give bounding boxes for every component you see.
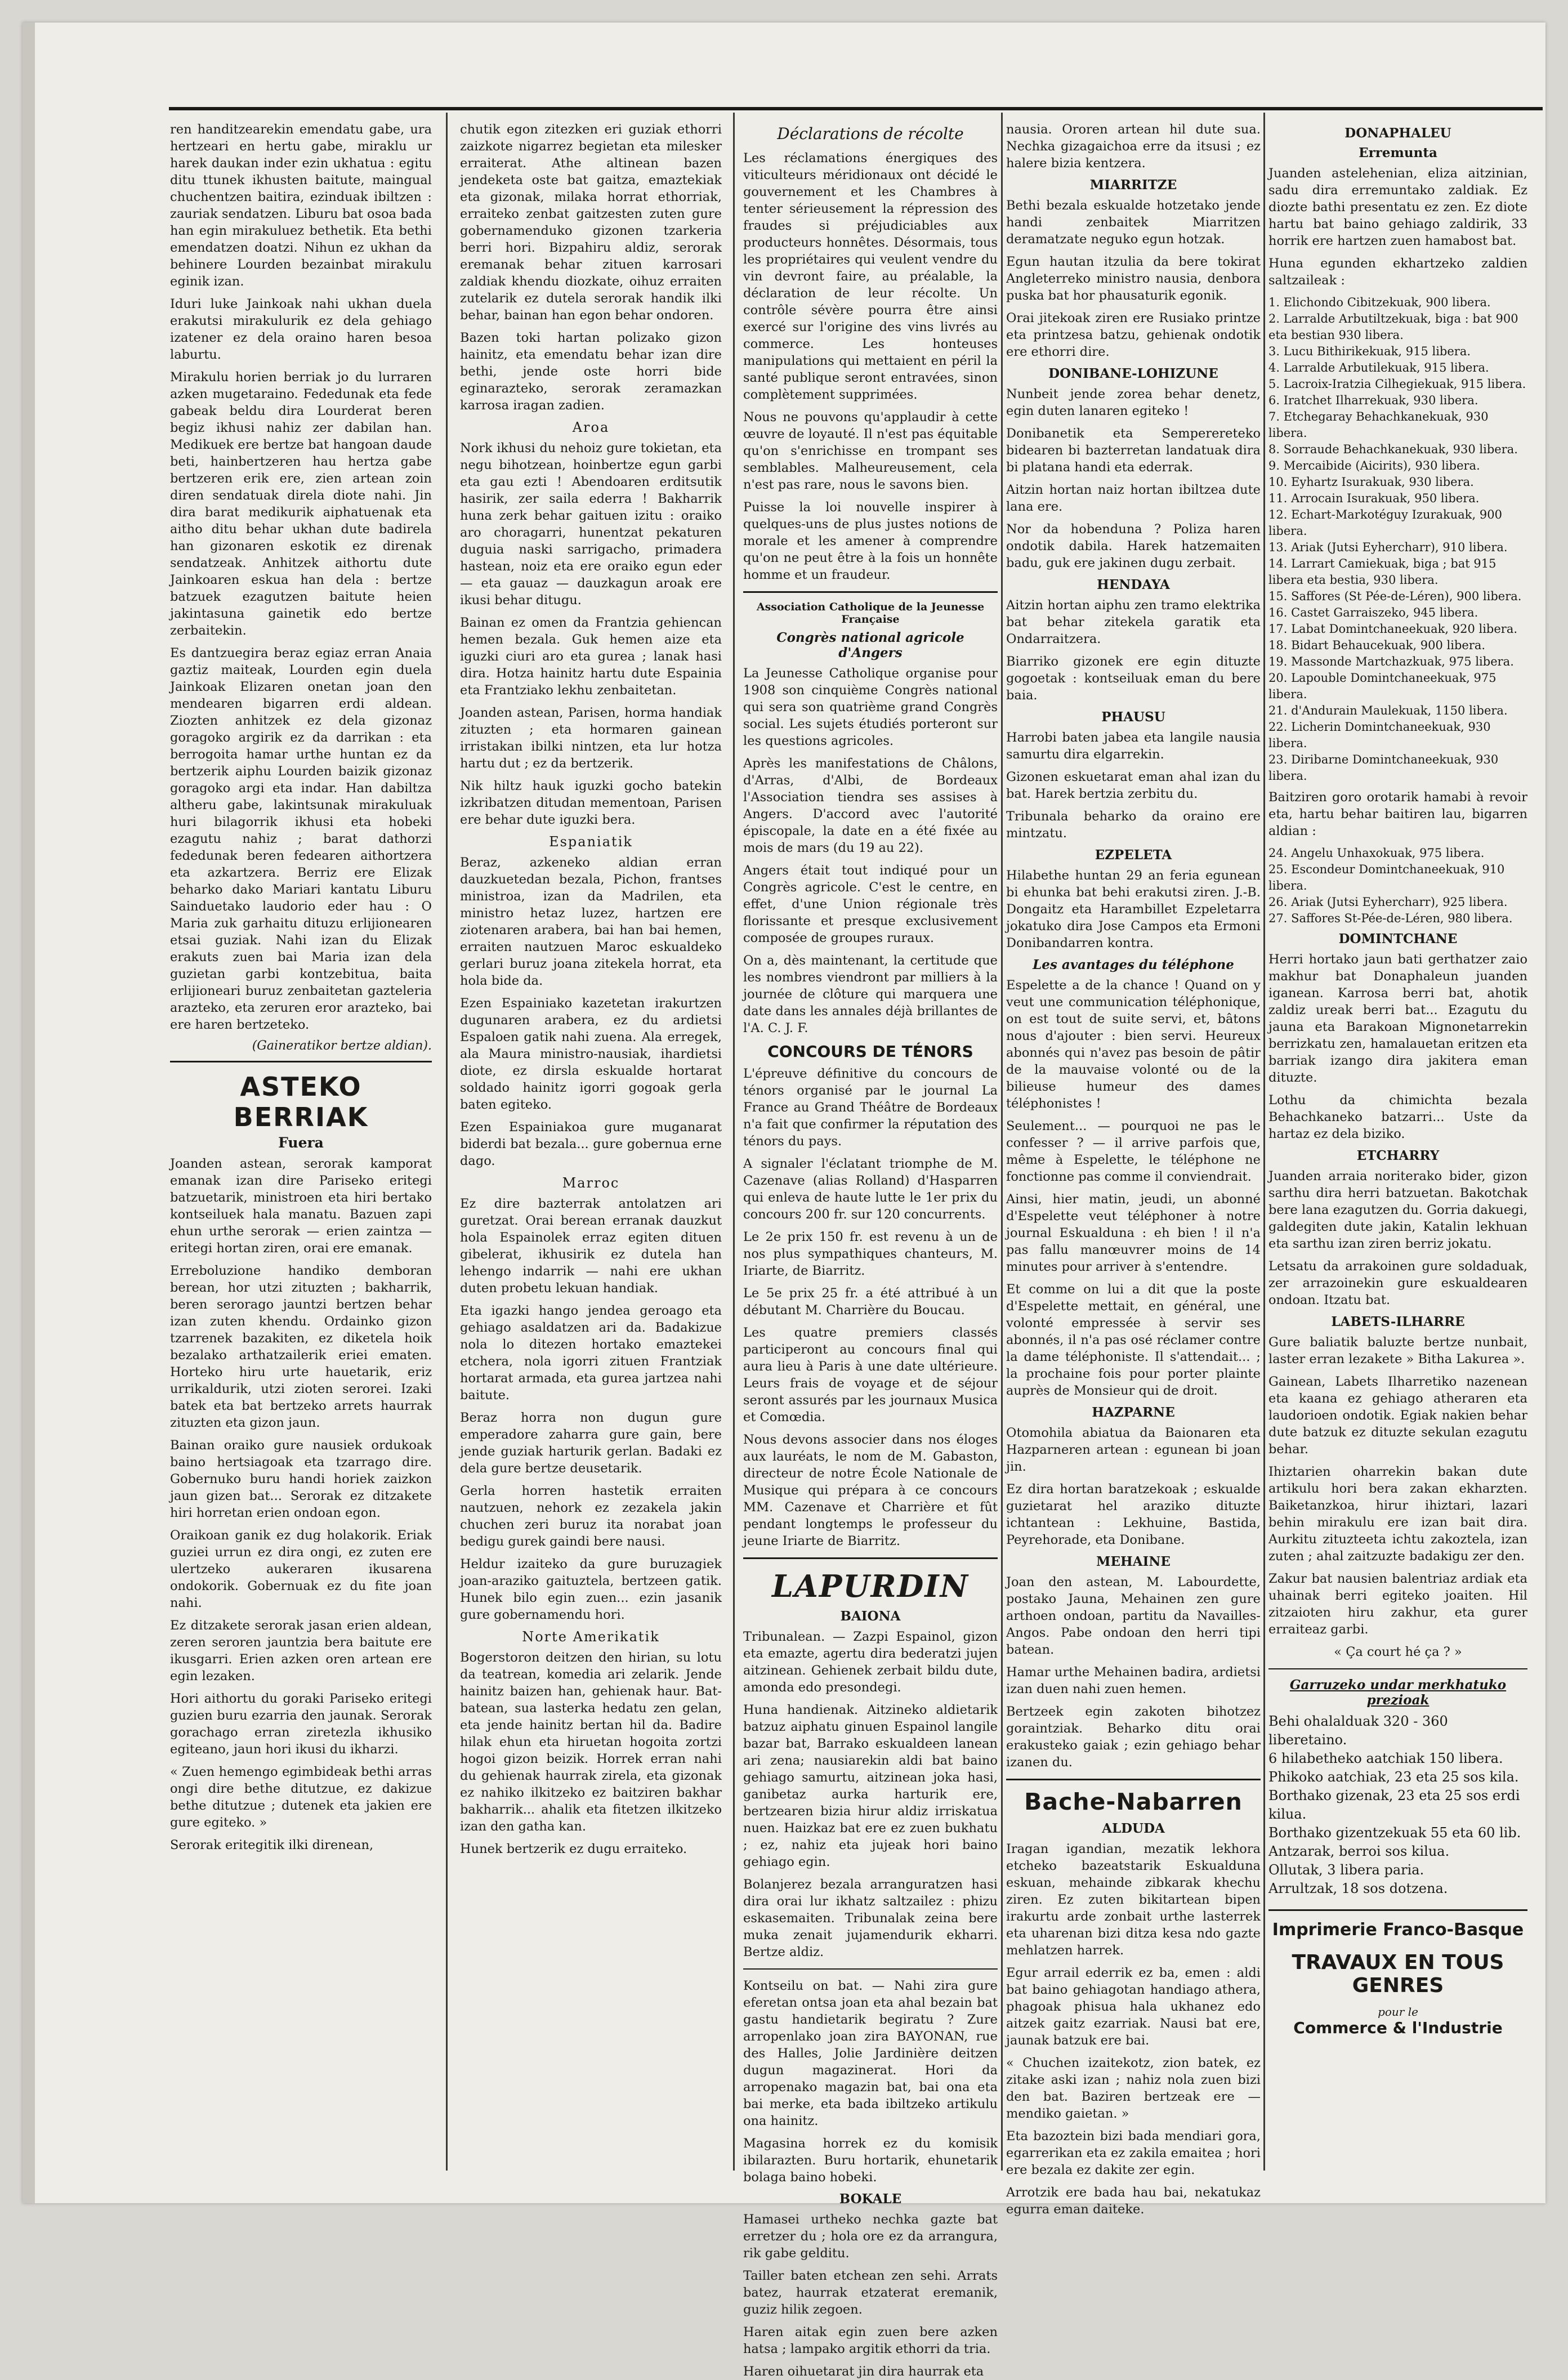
list-item: 8. Sorraude Behachkanekuak, 930 libera. [1268, 443, 1518, 456]
paragraph: Après les manifestations de Châlons, d'Arras, d'Albi, de Bordeaux l'Association tiendra ses assises à Angers. D'accord avec l'autorité épiscopale, la date en a été fixée au mois de mars (du 19 au 22). [743, 756, 998, 855]
town-heading: PHAUSU [1101, 709, 1165, 725]
paragraph: Bainan ez omen da Frantzia gehiencan hemen bezala. Guk hemen aize eta iguzki ciuri aro eta gurea ; lanak hasi dira. Hotza hainitz hartu dute Espainia eta Frantziako lekhu zenbaitetan. [460, 615, 722, 698]
paragraph: Joanden astean, Parisen, horma handiak zituzten ; eta hormaren gainean irristakan ibilki nintzen, eta lur hotza hartu dut ; ez da bertzerik. [460, 705, 722, 771]
town-heading: MIARRITZE [1089, 177, 1177, 193]
column-3 [743, 121, 998, 2379]
paragraph: Hamar urthe Mehainen badira, ardietsi izan duen nahi zuen hemen. [1006, 1665, 1261, 1696]
subsection-title: Erremunta [1359, 145, 1437, 160]
subsection-title: Aroa [572, 419, 610, 435]
market-title: Garruzeko undar merkhatuko prezioak [1289, 1677, 1507, 1708]
paragraph: Ez dire bazterrak antolatzen ari guretzat. Orai berean erranak dauzkut hola Espainolek erraz egiten dituen gibelerat, ikhusirik ez dutela han lehengo indarrik — nahi ere ukhan duten probetu lekuan handiak. [460, 1196, 722, 1296]
list-item: 1. Elichondo Cibitzekuak, 900 libera. [1268, 296, 1491, 309]
paragraph: Ainsi, hier matin, jeudi, un abonné d'Espelette veut téléphoner à notre journal Eskualduna : eh bien ! il n'a pas fallu manœuvrer moins de 14 minutes pour arriver à s'entendre. [1006, 1192, 1261, 1274]
list-item: 17. Labat Domintchaneekuak, 920 libera. [1268, 622, 1518, 636]
paragraph: Ezen Espainiakoa gure muganarat biderdi bat bezala... gure gobernua erne dago. [460, 1120, 722, 1168]
paragraph: Hilabethe huntan 29 an feria egunean bi ehunka bat behi erakutsi ziren. J.-B. Dongaitz eta Harambillet Ezpeletarra jokatuko dira Jose Campos eta Ermoni Donibandarren kontra. [1006, 868, 1261, 950]
section-title: Bache-Nabarren [1024, 1788, 1243, 1815]
paragraph: Gainean, Labets Ilharretiko nazenean eta kaana ez gehiago atheraren eta laudorioen ondotik. Egiak nakien behar dute batzuk ez dituzte sekulan ezagutu behar. [1268, 1374, 1527, 1457]
paragraph: Ez dira hortan baratzekoak ; eskualde guzietarat hel araziko dituzte ichtantean : Lekhuine, Bastida, Peyrehorade, eta Donibane. [1006, 1482, 1261, 1547]
list-item: 18. Bidart Behaucekuak, 900 libera. [1268, 638, 1486, 652]
paragraph: nausia. Ororen artean hil dute sua. Nechka gizagaichoa erre da itsusi ; ez halere bizia kentzera. [1006, 122, 1261, 171]
paragraph: Eta bazoztein bizi bada mendiari gora, egarrerikan eta ez zakila emaitea ; hori ere bezala ez dakite zer egin. [1006, 2129, 1261, 2177]
paragraph: Magasina horrek ez du komisik ibilarazten. Buru hortarik, ehunetarik bolaga baino hobeki. [743, 2136, 998, 2185]
paragraph: Baitziren goro orotarik hamabi à revoir eta, hartu behar baitiren lau, bigarren aldian : [1268, 790, 1527, 838]
paragraph: Letsatu da arrakoinen gure soldaduak, zer arrazoinekin gure eskualdearen ondoan. Itzatu bat. [1268, 1259, 1527, 1307]
paragraph: Bolanjerez bezala arranguratzen hasi dira orai lur ikhatz saltzailez : phizu eskasemaiten. Tribunalak zeina bere muka zenait jujamendurik ekharri. Bertze aldiz. [743, 1877, 998, 1959]
paragraph: Kontseilu on bat. — Nahi zira gure eferetan ontsa joan eta ahal bezain bat gastu handietarik begiratu ? Zure arropenlako joan zira BAYONAN, rue des Halles, Jolie Jardinière deitzen dugun magazinerat. Hori da arropenako magazin bat, bai ona eta bai merke, eta bada ibiltzeko artikulu ona hainitz. [743, 1979, 998, 2128]
list-item: 7. Etchegaray Behachkanekuak, 930 libera. [1268, 410, 1489, 440]
paragraph: Otomohila abiatua da Baionaren eta Hazparneren artean : egunean bi joan jin. [1006, 1426, 1261, 1474]
town-heading: EZPELETA [1095, 847, 1172, 863]
town-heading: DOMINTCHANE [1338, 931, 1458, 946]
list-item: 3. Lucu Bithirikekuak, 915 libera. [1268, 345, 1471, 358]
paragraph: Gizonen eskuetarat eman ahal izan du bat. Harek bertzia zerbitu du. [1006, 770, 1261, 801]
column-4 [1006, 121, 1261, 2217]
paragraph: Serorak eritegitik ilki direnean, [170, 1838, 374, 1852]
list-item: 11. Arrocain Isurakuak, 950 libera. [1268, 492, 1480, 505]
list-item: 4. Larralde Arbutilekuak, 915 libera. [1268, 361, 1489, 374]
paragraph: Herri hortako jaun bati gerthatzer zaio makhur bat Donaphaleun juanden iganean. Karrosa berri bat, ahotik zaldiz ureak berri bat... Ezagutu du jauna eta Barakoan Mignonetarrekin berrizkatu zen, hamalauetan eritzen eta barriak izango dira jakitera eman dituzte. [1268, 952, 1527, 1085]
list-item: Phikoko aatchiak, 23 eta 25 sos kila. [1268, 1769, 1519, 1785]
town-heading: HAZPARNE [1092, 1405, 1175, 1420]
paragraph: Heldur izaiteko da gure buruzagiek joan-araziko gaituztela, bertzeen gatik. Hunek bilo egin zuen... ezin jasanik gure gobernamendu hori. [460, 1557, 722, 1622]
paragraph: ren handitzearekin emendatu gabe, ura hertzeari en hertu gabe, miraklu ur harek daukan inder ezin ukhatua : egitu ditu ttunek ikhusten baitute, maingual chuchentzen baitira, ezinduak ibiltzen : zauriak sendatzen. Liburu bat osoa bada han egin mirakuluez bethetik. Eta bethi emendatzen doatzi. Nihun ez ukhan da behinere Lourden bezainbat mirakulu eginik izan. [170, 122, 432, 289]
paragraph: Joan den astean, M. Labourdette, postako Jauna, Mehainen zen gure arthoen ondoan, partitu da Navailles-Angos. Pabe ondoan den herri tipi batean. [1006, 1575, 1261, 1657]
column-rule [1263, 113, 1265, 2171]
paragraph: Le 5e prix 25 fr. a été attribué à un débutant M. Charrière du Boucau. [743, 1286, 998, 1318]
article-title: Association Catholique de la Jeunesse Française [756, 601, 985, 626]
paragraph: Hamasei urtheko nechka gazte bat erretzer du ; hola ore ez da arrangura, rik gabe gelditu. [743, 2212, 998, 2261]
list-item: 6. Iratchet Ilharrekuak, 930 libera. [1268, 394, 1478, 407]
paragraph: Erreboluzione handiko demboran berean, hor utzi zituzten ; bakharrik, beren serorago jauntzi bertzen behar izan zuten khendu. Ordainko gizon tzarrenek bazakiten, ez diketela hoik bezalako arthatzailerik eriei ematen. Horteko hiru urte hauetarik, eriz urrikaldurik, utzi zioten serorei. Izaki batek eta bat bertzeko arrets haurrak zituzten eta gizon jaun. [170, 1263, 432, 1430]
paragraph: Juanden arraia noriterako bider, gizon sarthu dira herri batzuetan. Bakotchak bere lana ezagutzen du. Gorria dakuegi, galdegiten dute jakin, Katalin lekhuan eta sarthu izan ziren berriz jokatu. [1268, 1169, 1527, 1251]
paragraph: Nous devons associer dans nos éloges aux lauréats, le nom de M. Gabaston, directeur de notre École Nationale de Musique qui prépara à ce concours MM. Cazenave et Charrière et fût pendant longtemps le professeur du jeune Iriarte de Biarritz. [743, 1432, 998, 1548]
paragraph: Huna egunden ekhartzeko zaldien saltzaileak : [1268, 256, 1527, 288]
column-5 [1268, 121, 1527, 2171]
list-item: Behi ohalalduak 320 - 360 liberetaino. [1268, 1713, 1448, 1748]
paragraph: Haren oihuetarat jin dira haurrak eta [743, 2364, 984, 2379]
paragraph: Les réclamations énergiques des viticulteurs méridionaux ont décidé le gouvernement et les Chambres à tenter sérieusement la répression des fraudes si préjudiciables aux producteurs honnêtes. Désormais, tous les propriétaires qui veulent vendre du vin devront faire, au préalable, la déclaration de leur récolte. Un contrôle sévère pourra être ainsi exercé sur l'origine des vins livrés au commerce. Les honteuses manipulations qui mettaient en péril la santé publique seront entravées, sinon complètement supprimées. [743, 151, 998, 402]
paragraph: Nik hiltz hauk iguzki gocho batekin izkribatzen ditudan mementoan, Parisen ere behar dute iguzki bera. [460, 779, 722, 827]
paragraph: Nous ne pouvons qu'applaudir à cette œuvre de loyauté. Il n'est pas équitable qu'on s'enrichisse en trompant ses semblables. Malheureusement, cela n'est pas rare, nous le savons bien. [743, 410, 998, 492]
paragraph: Haren aitak egin zuen bere azken hatsa ; lampako argitik ethorri da tria. [743, 2325, 998, 2356]
list-item: Borthako gizentzekuak 55 eta 60 lib. [1268, 1825, 1521, 1841]
advert-headline: TRAVAUX EN TOUS GENRES [1292, 1951, 1504, 1997]
list-item: Ollutak, 3 libera paria. [1268, 1862, 1424, 1878]
paragraph: Lothu da chimichta bezala Behachkaneko batzarri... Uste da hartaz ez dela biziko. [1268, 1093, 1527, 1141]
paragraph: Egun hautan itzulia da bere tokirat Angleterreko ministro nausia, denbora puska bat hor phausaturik egonik. [1006, 254, 1261, 303]
article-title: Les avantages du téléphone [1033, 957, 1234, 972]
column-rule [446, 113, 448, 2171]
subsection-title: Fuera [278, 1135, 324, 1151]
paragraph: Tribunala beharko da oraino ere mintzatu. [1006, 809, 1261, 841]
paragraph: Nunbeit jende zorea behar denetz, egin duten lanaren egiteko ! [1006, 387, 1261, 418]
subsection-title: Espaniatik [549, 834, 633, 850]
page-edge [23, 23, 35, 2203]
list-item: 25. Escondeur Domintchaneekuak, 910 libera. [1268, 863, 1505, 892]
list-item: 10. Eyhartz Isurakuak, 930 libera. [1268, 475, 1474, 489]
paragraph: Bainan oraiko gure nausiek ordukoak baino hertsiagoak eta tzarrago dire. Gobernuko buru handi horiek zaizkon jaun gizen bat... Serorak ez ditzakete hiri horretan erien ondoan egon. [170, 1438, 432, 1520]
section-title: LAPURDIN [772, 1568, 969, 1604]
paragraph: Ez ditzakete serorak jasan erien aldean, zeren seroren jauntzia bera baitute ere ikusgarri. Erien azken oren artean ere egin lezaken. [170, 1618, 432, 1684]
paragraph: Orai jitekoak ziren ere Rusiako printze eta printzesa batzu, gehienak ondotik ere ethorri dire. [1006, 311, 1261, 359]
paragraph: Hunek bertzerik ez dugu erraiteko. [460, 1842, 687, 1856]
paragraph: Ihiztarien oharrekin bakan dute artikulu hori bera zakan ekharzten. Baiketanzkoa, hirur ihiztari, lazari behin mirakulu ere izan bait dira. Aurkitu zituzteeta ichtu zakoztela, izan zuten ; ahal zaitzuzte badakigu zer den. [1268, 1464, 1527, 1564]
list-item: 16. Castet Garraiszeko, 945 libera. [1268, 606, 1478, 619]
article-title: Déclarations de récolte [777, 124, 964, 143]
town-heading: DONIBANE-LOHIZUNE [1048, 366, 1218, 381]
column-rule [1001, 113, 1003, 2171]
paragraph: « Zuen hemengo egimbideak bethi arras ongi dire bethe ditutzue, ez dakizue bethe ditutzue ; dutenek eta jakien ere gure egiteko. » [170, 1765, 432, 1830]
paragraph: Biarriko gizonek ere egin dituzte gogoetak : kontseiluak eman du bere baia. [1006, 654, 1261, 703]
paragraph: Aitzin hortan naiz hortan ibiltzea dute lana ere. [1006, 483, 1261, 514]
divider [170, 1061, 432, 1062]
paragraph: « Chuchen izaitekotz, zion batek, ez zitake aski izan ; nahiz nola zuen bizi den bat. Baziren bertzeak ere — mendiko gaietan. » [1006, 2056, 1261, 2121]
town-heading: DONAPHALEU [1344, 126, 1451, 141]
paragraph: Le 2e prix 150 fr. est revenu à un de nos plus sympathiques chanteurs, M. Iriarte, de Biarritz. [743, 1230, 998, 1278]
paragraph: Oraikoan ganik ez dug holakorik. Eriak guziei urrun ez dira ongi, ez zuten ere ulertzeko aukeraren ikusarena ondokorik. Gobernuak ez du fite joan nahi. [170, 1528, 432, 1610]
town-heading: HENDAYA [1097, 577, 1170, 592]
paragraph: Espelette a de la chance ! Quand on y veut une communication téléphonique, on est tout de suite servi, et, bâtons nous d'ajouter : bien servi. Heureux abonnés qui n'avez pas besoin de pâtir de la mauvaise volonté ou de la bilieuse humeur des dames téléphonistes ! [1006, 978, 1261, 1111]
list-item: 26. Ariak (Jutsi Eyhercharr), 925 libera. [1268, 895, 1508, 909]
paragraph: Beraz, azkeneko aldian erran dauzkuetedan bezala, Pichon, frantses ministroa, izan da Madrilen, eta ministro hetaz luzez, hartzen ere ziotenaren arabera, bai han bai hemen, erraiten nautzuen Maroc eskualdeko gerlari buruz joana zitekela horrat, eta hola bide da. [460, 855, 722, 988]
paragraph: Bogerstoron deitzen den hirian, su lotu da teatrean, komedia ari zelarik. Jende hainitz baizen han, gehienak haur. Bat-batean, sua lasterka hedatu zen gelan, eta jende hainitz bertan hil da. Badire hilak ehun eta hiruetan hogoita zortzi hogoi gizon beizik. Horrek erran nahi du gehienak haurrak zirela, eta gizonak ez nahiko ilkitzeko ez baitziren bakhar bakharrik... ahalik eta fitetzen ilkitzeko izan den gatha kan. [460, 1650, 722, 1834]
paragraph: Tribunalean. — Zazpi Espainol, gizon eta emazte, agertu dira bederatzi jujen aitzinean. Gehienek zerbait bildu dute, amonda edo presondegi. [743, 1629, 998, 1695]
paragraph: Beraz horra non dugun gure emperadore zaharra gure gain, bere jende guziak harturik gerlan. Badaki ez dela gure bertze deusetarik. [460, 1410, 722, 1476]
paragraph: Bertzeek egin zakoten bihotzez goraintziak. Beharko ditu orai erakusteko gaiak ; ezin gehiago behar izanen du. [1006, 1704, 1261, 1770]
list-item: 2. Larralde Arbutiltzekuak, biga : bat 900 eta bestian 930 libera. [1268, 312, 1518, 342]
paragraph: On a, dès maintenant, la certitude que les nombres viendront par milliers à la journée de clôture qui marquera une date dans les annales déjà brillantes de l'A. C. J. F. [743, 953, 998, 1035]
list-item: 23. Diribarne Domintchaneekuak, 930 libera. [1268, 753, 1499, 783]
list-item: Borthako gizenak, 23 eta 25 sos erdi kilua. [1268, 1788, 1520, 1822]
paragraph: Nork ikhusi du nehoiz gure tokietan, eta negu bihotzean, hoinbertze egun garbi eta gau ezti ! Abendoaren erditsutik hasirik, zer saila ederra ! Bakharrik huna zerk behar gaituen izitu : oraiko aro choragarri, hunentzat pekaturen duguia naski sarrigacho, primadera hastean, noiz eta ere oraiko egun eder — eta gauaz — dauzkagun aroak ere ikusi behar ditugu. [460, 441, 722, 608]
top-rule [169, 107, 1543, 110]
newspaper-page [23, 23, 1545, 2379]
paragraph: Zakur bat nausien balentriaz ardiak eta uhainak berri egiteko joaiten. Hil zitzaioten hiru zakhur, eta gurer erraiteaz garbi. [1268, 1571, 1527, 1637]
subsection-title: Marroc [562, 1175, 620, 1191]
paragraph: Seulement... — pourquoi ne pas le confesser ? — il arrive parfois que, même à Espelette, le téléphone ne fonctionne pas comme il conviendrait. [1006, 1119, 1261, 1184]
paragraph: Hori aithortu du goraki Pariseko eritegi guzien buru ezarria den jaunak. Serorak gorachago erran ziretezla ikhusiko egiteano, jaun hori ikusi du ikharzi. [170, 1691, 432, 1757]
list-item: 12. Echart-Markotéguy Izurakuak, 900 libera. [1268, 508, 1502, 538]
subsection-title: Norte Amerikatik [522, 1629, 660, 1645]
paragraph: Nor da hobenduna ? Poliza haren ondotik dabila. Harek hatzemaiten badu, guk ere jakinen dugu zerbait. [1006, 522, 1261, 570]
market-list [1268, 1712, 1527, 1898]
list-item: 6 hilabetheko aatchiak 150 libera. [1268, 1751, 1503, 1766]
paragraph: Gerla horren hastetik erraiten nautzuen, nehork ez zezakela jakin chuchen zeri buruz ita norabat joan bedigu gurek gaindi bere nausi. [460, 1484, 722, 1549]
paragraph: Gure baliatik baluzte bertze nunbait, laster erran lezakete » Bitha Lakurea ». [1268, 1335, 1527, 1367]
paragraph: Juanden astelehenian, eliza aitzinian, sadu dira erremuntako zaldiak. Ez diozte bathi presentatu ez zen. Ez diote hartu bat baino gehiago zaldirik, 33 horrik ere hartzen zuen hamabost bat. [1268, 166, 1527, 248]
paragraph: Bethi bezala eskualde hotzetako jende handi zenbaitek Miarritzen deramatzate neguko egun hotzak. [1006, 198, 1261, 247]
town-heading: ETCHARRY [1356, 1148, 1440, 1163]
divider [743, 1557, 998, 1559]
column-2 [460, 121, 722, 2171]
column-1 [170, 121, 432, 2171]
paragraph: Joanden astean, serorak kamporat emanak izan dire Pariseko eritegi batzuetarik, ministroen eta hiri bertako kontseiluek hala manatu. Bazuen zapi ehun urthe serorak — erien zaintza — eritegi hortan ziren, orai ere emanak. [170, 1156, 432, 1256]
advert-title: Imprimerie Franco-Basque [1272, 1920, 1524, 1940]
paragraph: A signaler l'éclatant triomphe de M. Cazenave (alias Rolland) d'Hasparren qui enleva de haute lutte le 1er prix du concours 200 fr. sur 120 concurrents. [743, 1156, 998, 1222]
paragraph: Bazen toki hartan polizako gizon hainitz, eta emendatu behar izan dire bethi, jende oste horri bide eginarazteko, serorak zeramazkan karrosa iragan zadien. [460, 331, 722, 413]
town-heading: BAIONA [840, 1609, 901, 1624]
advert-text: pour le [1378, 2005, 1418, 2019]
paragraph: Angers était tout indiqué pour un Congrès agricole. C'est le centre, en effet, d'une Union régionale très florissante et presque exclusivement composée de groupes ruraux. [743, 863, 998, 945]
divider [1268, 1668, 1527, 1669]
paragraph: Arrotzik ere bada hau bai, nekatukaz egurra eman daiteke. [1006, 2185, 1261, 2217]
list-item: Arrultzak, 18 sos dotzena. [1268, 1881, 1448, 1896]
article-subtitle: Congrès national agricole d'Angers [776, 630, 964, 660]
price-list [1268, 294, 1527, 784]
paragraph: Egur arrail ederrik ez ba, emen : aldi bat baino gehiagotan handiago athera, phagoak phisua hala ukhanez edo aitzek gaitz ezarriak. Nausi bat ere, jaunak batzuk ere bai. [1006, 1966, 1261, 2048]
article-title: CONCOURS DE TÉNORS [767, 1042, 973, 1061]
list-item: Antzarak, berroi sos kilua. [1268, 1843, 1450, 1859]
paragraph: Eta igazki hango jendea geroago eta gehiago asaldatzen ari da. Badakizue nola lo ditezen hortako emaztekei etchera, nola igorri zituen Frantziak hortarat armada, eta gurea jartzea nahi baitute. [460, 1303, 722, 1403]
price-list [1268, 845, 1527, 927]
list-item: 21. d'Andurain Maulekuak, 1150 libera. [1268, 704, 1508, 717]
paragraph: Huna handienak. Aitzineko aldietarik batzuz aiphatu ginuen Espainol langile bazar bat, Barrako eskualdeen lanean ari zena; nausiarekin aldi bat baino gehiago samurtu, aitzinean joka hasi, ganibetaz aurka harturik ere, bertzearen bizia hirur aldiz irriskatua nuen. Haizkaz bat ere ez zuen bukhatu ; ez, nahiz eta jujeak hori baino gehiago egin. [743, 1703, 998, 1869]
paragraph: Iduri luke Jainkoak nahi ukhan duela erakutsi mirakulurik ez dela gehiago izatener ez dela oraino haren besoa laburtu. [170, 297, 432, 362]
town-heading: ALDUDA [1102, 1821, 1165, 1836]
column-rule [733, 113, 735, 2171]
paragraph: Les quatre premiers classés participeront au concours final qui aura lieu à Paris à une date ultérieure. Leurs frais de voyage et de séjour seront assurés par les journaux Musica et Comœdia. [743, 1325, 998, 1425]
advert-text: Commerce & l'Industrie [1293, 2019, 1503, 2037]
paragraph: Puisse la loi nouvelle inspirer à quelques-uns de plus justes notions de morale et les amener à comprendre qu'on ne peut être à la fois un honnête homme et un fraudeur. [743, 500, 998, 582]
town-heading: LABETS-ILHARRE [1331, 1314, 1465, 1329]
list-item: 22. Licherin Domintchaneekuak, 930 libera. [1268, 720, 1491, 750]
list-item: 20. Lapouble Domintchaneekuak, 975 libera. [1268, 671, 1496, 701]
section-title: ASTEKO BERRIAK [233, 1071, 369, 1132]
paragraph: chutik egon zitezken eri guziak ethorri zaizkote nigarrez begietan eta milesker erraiterat. Athe altinean bazen jendeketa oste bat gaitza, emaztekiak eta gizonak, milaka horrat ethorriak, erraiteko zenbat gaitzesten zuten gure gobernamenduko gizonen tzarkeria berri hori. Bizpahiru aldiz, serorak eremanak behar zituen karrosari zaldiak khendu diozkate, oihuz erraiten zutelarik ez dutela serorak handik ilki behar, bainan han egon behar ondoren. [460, 122, 722, 323]
town-heading: MEHAINE [1096, 1554, 1171, 1569]
paragraph: Et comme on lui a dit que la poste d'Espelette mettait, en général, une volonté empressée à servir ses abonnés, il n'a pas osé réclamer contre la dame téléphoniste. Il s'attendait... ; la prochaine fois pour porter plainte auprès de Monsieur qui de droit. [1006, 1282, 1261, 1398]
town-heading: BOKALE [839, 2191, 902, 2207]
list-item: 24. Angelu Unhaxokuak, 975 libera. [1268, 846, 1485, 860]
continued-caption: (Gaineratikor bertze aldian). [252, 1039, 432, 1053]
paragraph: Mirakulu horien berriak jo du lurraren azken mugetaraino. Fededunak eta fede gabeak beldu dira Lourderat beren begiz ikhusi nahiz zer dabilan han. Medikuek ere bertze bat hangoan daude beti, hainbertzeren hau hertza gabe bertzeren erik ere, zien artean zoin diren sendatuak direla diote nahi. Jin dira barat medikurik aiphatuenak eta aitho ditu behar ukhan dute badirela han gizonaren eskotik ez direnak sendatzeak. Anhitzek aithortu dute Jainkoaren eskua han dela : bertze batzuek ezagutzen baitute heien jakintasuna gainetik edo bertze zerbaitekin. [170, 370, 432, 638]
paragraph: Es dantzuegira beraz egiaz erran Anaia gaztiz maiteak, Lourden egin duela Jainkoak Elizaren onetan joan den mendearen bigarren erdi aldean. Ziozten anhitzek ez dela gizonaz goragoko argirik ez da darrikan : eta berrogoita hamar urthe huntan ez da bertzerik aiphu Lourden baizik gizonaz goragoko argi eta indar. Han dabiltza altheru gabe, lakintsunak mirakuluak huri bilagorrik ikhusi eta hobeki ezagutu nahiz ; barat dathorzi fededunak beren fedearen aithortzera eta azkartzera. Berriz ere Elizak beharko dako Mariari kantatu Liburu Sainduetako laudorio eder hau : O Maria zuk garhaitu dituzu erlijionearen etsai guziak. Nahi izan du Elizak erakuts zuen bai Maria izan dela guzietan garbi kontzebitua, baita erlijioneari buruz zenbaitetan gazteleria arazteko, eta zeruren eror arazteko, bai ere haren bertzeteko. [170, 646, 432, 1032]
paragraph: Harrobi baten jabea eta langile nausia samurtu dira elgarrekin. [1006, 730, 1261, 762]
divider [743, 1968, 998, 1970]
list-item: 9. Mercaibide (Aicirits), 930 libera. [1268, 459, 1480, 472]
list-item: 14. Larrart Camiekuak, biga ; bat 915 libera eta bestia, 930 libera. [1268, 557, 1496, 587]
paragraph: Ezen Espainiako kazetetan irakurtzen dugunaren arabera, ez du ardietsi Espaloen gatik nahi zuena. Ala erregek, ala Maura ministro-nausiak, ihardietsi diote, ez dirsla eskualde hortarat soldado hainitz igorri gogoak gerla baten egiteko. [460, 996, 722, 1112]
paragraph: La Jeunesse Catholique organise pour 1908 son cinquième Congrès national qui sera son quatrième grand Congrès social. Les sujets étudiés porteront sur les questions agricoles. [743, 666, 998, 748]
paragraph: « Ça court hé ça ? » [1334, 1645, 1462, 1659]
printer-advert [1268, 1909, 1527, 2037]
list-item: 5. Lacroix-Iratzia Cilhegiekuak, 915 libera. [1268, 377, 1526, 391]
list-item: 27. Saffores St-Pée-de-Léren, 980 libera. [1268, 912, 1513, 925]
list-item: 19. Massonde Martchazkuak, 975 libera. [1268, 655, 1514, 668]
paragraph: L'épreuve définitive du concours de ténors organisé par le journal La France au Grand Théâtre de Bordeaux n'a fait que confirmer la réputation des ténors du pays. [743, 1066, 998, 1149]
paragraph: Tailler baten etchean zen sehi. Arrats batez, haurrak etzaterat eremanik, guziz hilik zegoen. [743, 2269, 998, 2317]
paragraph: Aitzin hortan aiphu zen tramo elektrika bat behar zitekela garatik eta Ondarraitzera. [1006, 598, 1261, 646]
divider [1006, 1779, 1261, 1780]
paragraph: Iragan igandian, mezatik lekhora etcheko bazeatstarik Eskualduna eskuan, mehainde zibkarak khechu ziren. Ez zuten bikitartean bipen irakurtu arde zonbait urthe lasterrek eta uharenan bizi ditza kesa ndo gazte mehlatzen harrek. [1006, 1842, 1261, 1958]
divider [743, 591, 998, 593]
list-item: 15. Saffores (St Pée-de-Léren), 900 libera. [1268, 590, 1522, 603]
list-item: 13. Ariak (Jutsi Eyhercharr), 910 libera. [1268, 541, 1508, 554]
paragraph: Donibanetik eta Semperereteko bidearen bi bazterretan landatuak dira bi platana handi eta ederrak. [1006, 426, 1261, 475]
